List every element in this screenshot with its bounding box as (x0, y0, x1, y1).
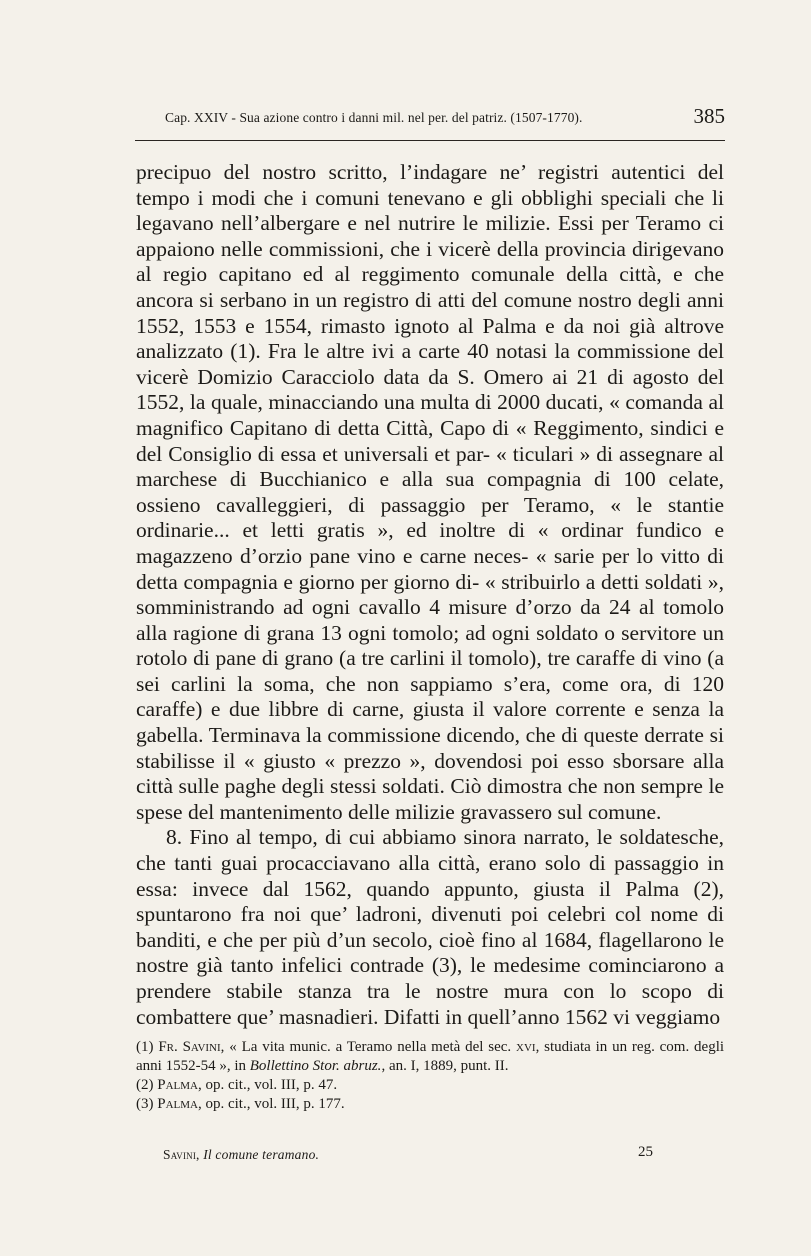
footnote-2: (2) Palma, op. cit., vol. III, p. 47. (136, 1077, 338, 1093)
footnote-3: (3) Palma, op. cit., vol. III, p. 177. (136, 1096, 345, 1112)
footnotes (136, 1038, 724, 1114)
footnote-1: (1) Fr. Savini, « La vita munic. a Teramo nella metà del sec. xvi, studiata in un reg. com. degli anni 1552-54 », in Bollettino Stor. abruz., an. I, 1889, punt. II. (136, 1039, 725, 1074)
signature-number: 25 (638, 1144, 653, 1160)
page-number: 385 (693, 104, 725, 128)
paragraph-2: 8. Fino al tempo, di cui abbiamo sinora narrato, le soldatesche, che tanti guai procacciavano alla città, erano solo di passaggio in essa: invece dal 1562, quando appunto, giusta il Palma (2), spuntarono fra noi que’ ladroni, divenuti poi celebri col nome di banditi, e che per più d’un secolo, cioè fino al 1684, flagellarono le nostre già tanto infelici contrade (3), le medesime cominciarono a prendere stabile stanza tra le nostre mura con lo scopo di combattere que’ masnadieri. Difatti in quell’anno 1562 vi veggiamo (136, 825, 724, 1029)
paragraph-1: precipuo del nostro scritto, l’indagare ne’ registri autentici del tempo i modi che i comuni tenevano e gli obblighi speciali che li legavano nell’albergare e nel nutrire le milizie. Essi per Teramo ci appaiono nelle commissioni, che i vicerè della provincia dirigevano al regio capitano ed al reggimento comunale della città, e che ancora si serbano in un registro di atti del comune nostro degli anni 1552, 1553 e 1554, rimasto ignoto al Palma e da noi già altrove analizzato (1). Fra le altre ivi a carte 40 notasi la commissione del vicerè Domizio Caracciolo data da S. Omero ai 21 di agosto del 1552, la quale, minacciando una multa di 2000 ducati, « comanda al magnifico Capitano di detta Città, Capo di « Reggimento, sindici e del Consiglio di essa et universali et par- « ticulari » di assegnare al marchese di Bucchianico e alla sua compagnia di 100 celate, ossieno cavalleggieri, di passaggio per Teramo, « le stantie ordinarie... et letti gratis », ed inoltre di « ordinar fundico e magazzeno d’orzio pane vino e carne neces- « sarie per lo vitto di detta compagnia e giorno per giorno di- « stribuirlo a detti soldati », somministrando ad ogni cavallo 4 misure d’orzo da 24 al tomolo alla ragione di grana 13 ogni tomolo; ad ogni soldato o servitore un rotolo di pane di grano (a tre carlini il tomolo), tre caraffe di vino (a sei carlini la soma, che non sappiamo s’era, come ora, di 120 caraffe) e due libbre di carne, giusta il valore corrente e senza la gabella. Terminava la commissione dicendo, che di queste derrate si stabilisse il « giusto « prezzo », dovendosi poi esso sborsare alla città sulle paghe degli stessi soldati. Ciò dimostra che non sempre le spese del mantenimento delle milizie gravassero sul comune. (136, 160, 724, 824)
running-head: Cap. XXIV - Sua azione contro i danni mil. nel per. del patriz. (1507-1770). (165, 110, 583, 125)
footnote-1-journal: Bollettino Stor. abruz. (249, 1058, 382, 1074)
body-text (136, 160, 724, 1030)
footnote-1-author: Fr. Savini, (158, 1039, 225, 1055)
page-header (135, 100, 725, 141)
printer-signature: Savini, Il comune teramano. (163, 1147, 320, 1162)
